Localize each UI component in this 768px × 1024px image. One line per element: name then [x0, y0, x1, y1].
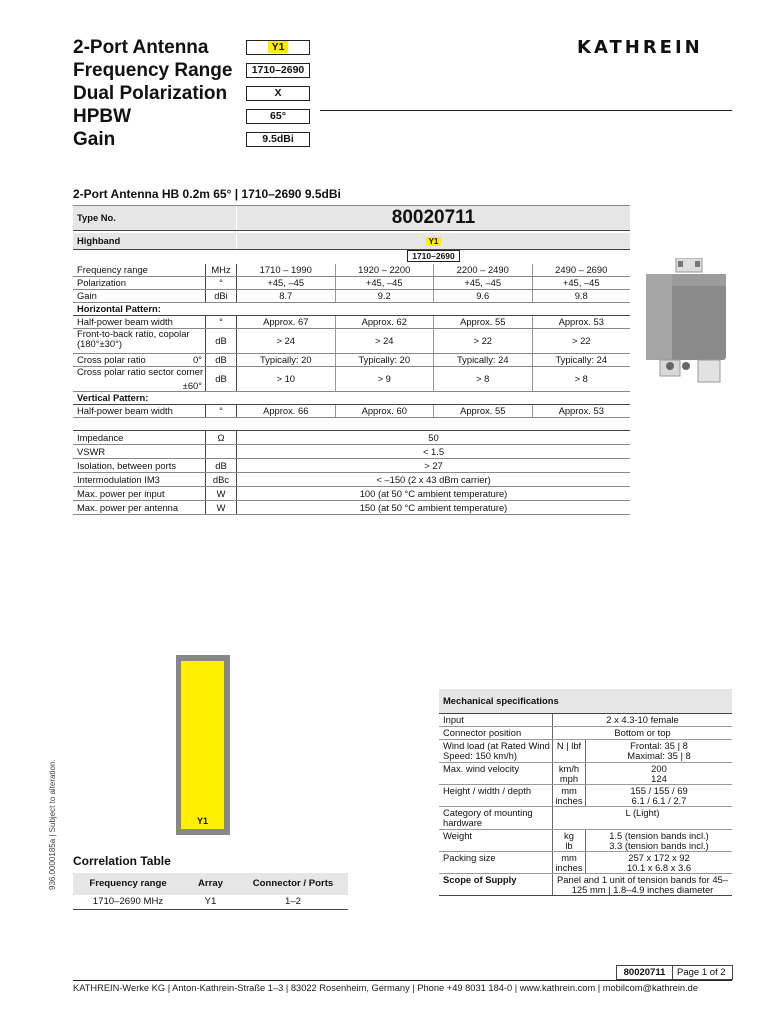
brand-logo: KATHREIN [577, 37, 703, 58]
row-label: Max. power per antenna [77, 502, 179, 513]
table-row [73, 264, 630, 277]
row-label-text: Cross polar ratio sector corner [77, 366, 204, 377]
row-value: +45, –45 [336, 277, 435, 289]
mech-value: Panel and 1 unit of tension bands for 45–125 mm | 1.8–4.9 inches diameter [552, 874, 732, 895]
row-unit: dB [205, 329, 237, 353]
electrical-spec-table [73, 205, 630, 515]
row-value: 9.2 [336, 290, 435, 302]
row-label [73, 290, 205, 302]
row-unit: ° [205, 316, 237, 328]
row-value: > 10 [237, 367, 336, 391]
row-value: > 22 [571, 335, 591, 346]
correlation-header-array: Array [197, 878, 224, 889]
correlation-frequency: 1710–2690 MHz [92, 896, 164, 907]
mech-value [586, 785, 732, 806]
row-value: 1710 – 1990 [237, 264, 336, 276]
mech-label: Packing size [443, 852, 496, 863]
array-diagram [176, 655, 230, 835]
mech-unit-1: kg [564, 830, 574, 841]
row-value: < –150 (2 x 43 dBm carrier) [376, 474, 491, 485]
table-row [73, 367, 630, 392]
row-label: Intermodulation IM3 [77, 474, 160, 485]
mech-value-1: 155 / 155 / 69 [630, 785, 688, 796]
row-label-text: Half-power beam width [77, 405, 173, 416]
row-value: 2200 – 2490 [434, 264, 533, 276]
spec-label-polarization: Dual Polarization [73, 83, 228, 104]
highband-row [73, 233, 630, 250]
correlation-header-frequency: Frequency range [89, 878, 167, 889]
mech-value-1: 257 x 172 x 92 [628, 852, 690, 863]
table-row [73, 895, 348, 910]
row-label-text: Frequency range [77, 264, 148, 275]
row-value: Approx. 53 [558, 316, 604, 327]
mech-unit [552, 830, 586, 851]
row-value: > 24 [237, 329, 336, 353]
mech-value-2: 6.1 / 6.1 / 2.7 [631, 795, 687, 806]
row-value: Approx. 55 [434, 405, 533, 417]
header-divider [320, 110, 732, 111]
row-label: Isolation, between ports [77, 460, 177, 471]
mech-unit-2: inches [555, 862, 583, 873]
page-indicator [616, 965, 733, 980]
document-revision-note: 936.0000185a | Subject to alteration. [48, 759, 57, 890]
mech-value: Bottom or top [552, 727, 732, 739]
spec-value-gain: 9.5dBi [246, 132, 310, 147]
table-row [73, 431, 630, 445]
row-unit: ° [205, 405, 237, 417]
mechanical-spec-table [439, 689, 732, 896]
correlation-array: Y1 [204, 896, 217, 907]
mech-value-2: 10.1 x 6.8 x 3.6 [626, 862, 692, 873]
row-label [73, 329, 205, 353]
correlation-ports: 1–2 [284, 896, 301, 907]
row-value: +45, –45 [434, 277, 533, 289]
row-value: Approx. 66 [237, 405, 336, 417]
row-value: > 22 [434, 329, 533, 353]
array-y1-column [181, 661, 224, 829]
frequency-tag: 1710–2690 [407, 250, 460, 262]
row-label: Impedance [77, 432, 124, 443]
mech-unit [552, 763, 586, 784]
table-row [439, 714, 732, 727]
row-value: > 27 [424, 460, 443, 471]
table-row [73, 290, 630, 303]
row-label-suffix: ±60° [182, 380, 202, 391]
row-label [73, 405, 205, 417]
table-row [439, 740, 732, 763]
row-label [73, 367, 205, 391]
type-no-row [73, 205, 630, 231]
type-no-label: Type No. [73, 206, 237, 230]
row-value: 9.8 [574, 290, 588, 301]
row-unit: MHz [205, 264, 237, 276]
row-unit: ° [205, 277, 237, 289]
mech-value [586, 763, 732, 784]
spec-value-antenna: Y1 [246, 40, 310, 55]
row-unit: dB [205, 459, 237, 472]
mech-label: Height / width / depth [443, 785, 532, 796]
mech-unit [552, 852, 586, 873]
row-unit: dB [205, 367, 237, 391]
row-label: VSWR [77, 446, 106, 457]
row-label-text: Front-to-back ratio, copolar (180°±30°) [77, 328, 190, 349]
table-row [73, 445, 630, 459]
row-value: +45, –45 [237, 277, 336, 289]
table-row [73, 405, 630, 418]
row-value: 9.6 [434, 290, 533, 302]
correlation-header-row [73, 873, 348, 895]
row-label [73, 264, 205, 276]
spec-label-gain: Gain [73, 129, 116, 150]
highband-label: Highband [73, 233, 237, 249]
mech-unit-1: km/h [558, 763, 580, 774]
mech-value-2: 124 [651, 773, 667, 784]
mech-value: 2 x 4.3-10 female [552, 714, 732, 726]
row-value: +45, –45 [562, 277, 600, 288]
correlation-header-connector: Connector / Ports [252, 878, 334, 889]
mech-unit [552, 785, 586, 806]
mech-unit-2: lb [565, 840, 573, 851]
mech-unit-2: inches [555, 795, 583, 806]
mech-unit-2: mph [559, 773, 579, 784]
footer-divider [73, 980, 732, 981]
row-label-text: Cross polar ratio [77, 354, 146, 365]
table-row [439, 785, 732, 807]
table-row [73, 459, 630, 473]
row-value: Approx. 62 [336, 316, 435, 328]
mech-label: Wind load (at Rated Wind Speed: 150 km/h) [443, 740, 550, 761]
array-y1-label: Y1 [196, 816, 208, 826]
row-unit: dBc [205, 473, 237, 486]
row-value: Approx. 60 [336, 405, 435, 417]
mech-label: Max. wind velocity [443, 763, 520, 774]
mech-label: Scope of Supply [443, 874, 517, 885]
row-value: < 1.5 [422, 446, 445, 457]
row-value: Typically: 24 [555, 354, 608, 365]
mech-unit-1: mm [561, 852, 577, 863]
row-unit: Ω [205, 431, 237, 444]
spec-label-hpbw: HPBW [73, 106, 132, 127]
section-label: Horizontal Pattern: [77, 303, 161, 314]
section-row [73, 392, 630, 405]
row-value: > 8 [434, 367, 533, 391]
mechanical-title: Mechanical specifications [439, 689, 732, 714]
product-subtitle: 2-Port Antenna HB 0.2m 65° | 1710–2690 9.5dBi [73, 187, 341, 201]
row-unit: dB [205, 354, 237, 366]
row-label-suffix: 0° [193, 354, 202, 365]
array-tag: Y1 [426, 237, 442, 246]
antenna-product-image [640, 258, 740, 388]
mech-value-1: 200 [651, 763, 667, 774]
table-row [73, 329, 630, 354]
page-number: Page 1 of 2 [677, 967, 726, 978]
spec-label-frequency: Frequency Range [73, 60, 233, 81]
row-label: Max. power per input [77, 488, 165, 499]
table-row [73, 487, 630, 501]
row-value: 2490 – 2690 [555, 264, 608, 275]
mech-value: L (Light) [552, 807, 732, 829]
section-row [73, 303, 630, 316]
table-row [439, 763, 732, 785]
row-value: > 8 [574, 373, 588, 384]
spec-label-antenna: 2-Port Antenna [73, 37, 209, 58]
spec-value-polarization: X [246, 86, 310, 101]
row-value: 100 (at 50 °C ambient temperature) [359, 488, 508, 499]
row-unit [205, 445, 237, 458]
footer-address: KATHREIN-Werke KG | Anton-Kathrein-Straße 1–3 | 83022 Rosenheim, Germany | Phone +49 8031 184-0 | www.kathrein.com | mobilcom@kathrein.de [73, 983, 698, 993]
mech-label: Connector position [443, 727, 522, 738]
mech-value [586, 740, 732, 762]
table-row [73, 277, 630, 290]
row-value: Typically: 20 [336, 354, 435, 366]
table-row [439, 874, 732, 896]
row-value: > 24 [336, 329, 435, 353]
mech-unit-1: N | lbf [556, 740, 582, 751]
mech-value-1: Frontal: 35 | 8 [630, 740, 688, 751]
row-label-text: Half-power beam width [77, 316, 173, 327]
row-unit: W [205, 501, 237, 514]
row-label [73, 354, 205, 366]
mech-value-2: Maximal: 35 | 8 [627, 750, 691, 761]
row-label [73, 277, 205, 289]
mech-unit [552, 740, 586, 762]
general-rows [73, 431, 630, 515]
spec-value-frequency: 1710–2690 [246, 63, 310, 78]
row-value: 150 (at 50 °C ambient temperature) [359, 502, 508, 513]
section-label: Vertical Pattern: [77, 392, 149, 403]
type-no-value: 80020711 [391, 207, 476, 228]
band-rows [73, 264, 630, 418]
mech-label: Category of mounting hardware [443, 807, 533, 828]
mech-value-1: 1.5 (tension bands incl.) [609, 830, 709, 841]
row-value: 1920 – 2200 [336, 264, 435, 276]
row-unit: W [205, 487, 237, 500]
row-value: 50 [428, 432, 439, 443]
table-row [439, 727, 732, 740]
mech-value-2: 3.3 (tension bands incl.) [609, 840, 709, 851]
table-row [439, 852, 732, 874]
row-value: Typically: 20 [237, 354, 336, 366]
mech-unit-1: mm [561, 785, 577, 796]
spec-value-hpbw: 65° [246, 109, 310, 124]
row-label-text: Gain [77, 290, 97, 301]
table-row [73, 501, 630, 515]
row-value: 8.7 [237, 290, 336, 302]
row-unit: dBi [205, 290, 237, 302]
table-row [439, 830, 732, 852]
row-label [73, 316, 205, 328]
correlation-title: Correlation Table [73, 854, 171, 868]
table-row [439, 807, 732, 830]
mech-value [586, 830, 732, 851]
page-document-number: 80020711 [617, 966, 673, 979]
row-value: Typically: 24 [434, 354, 533, 366]
row-value: Approx. 55 [434, 316, 533, 328]
row-value: Approx. 67 [237, 316, 336, 328]
table-row [73, 473, 630, 487]
row-value: > 9 [336, 367, 435, 391]
mech-value [586, 852, 732, 873]
row-value: Approx. 53 [558, 405, 604, 416]
row-label-text: Polarization [77, 277, 126, 288]
mech-label: Weight [443, 830, 473, 841]
correlation-table [73, 873, 348, 910]
mech-label: Input [443, 714, 464, 725]
